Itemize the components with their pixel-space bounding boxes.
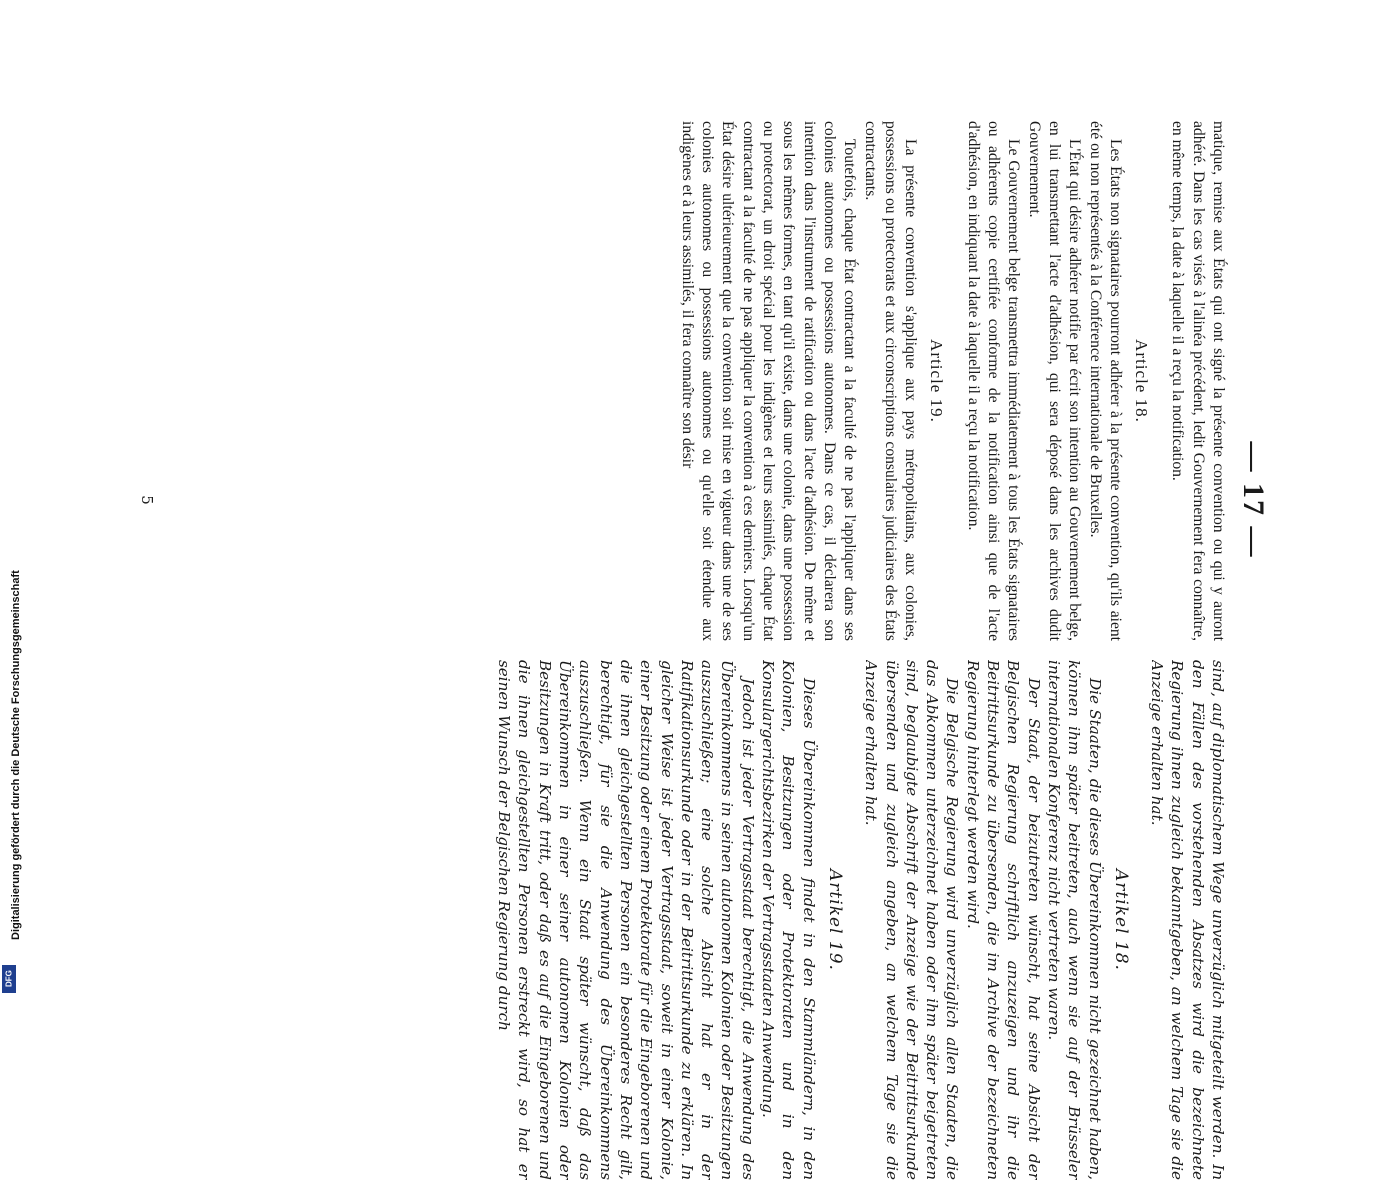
fr-article-18-title: Article 18. <box>1132 339 1152 423</box>
de-article-18-title: Artikel 18. <box>1110 869 1131 971</box>
fr-art19-paragraph-2: Toutefois, chaque État contractant a la faculté de ne pas l'appliquer dans ses colonies autonomes ou possessions autonomes. Dans ce cas, il déclarera son intention dans l'instrument de ratification ou dans l'acte d'adhésion. De même et sous les mêmes formes, en tant qu'il existe, dans une colonie, dans une possession ou protectorat, un droit spécial pour les indigènes et leurs assimilés, chaque État contractant a la faculté de ne pas appliquer la convention à ces derniers. Lorsqu'un État désire ultérieurement que la convention soit mise en vigueur dans une de ses colonies autonomes ou possessions autonomes ou qu'elle soit étendue aux indigènes et à leurs assimilés, il fera connaître son désir <box>678 121 859 641</box>
de-paragraph-continued: sind, auf diplomatischem Wege unverzüglich mitgeteilt werden. In den Fällen des vorstehenden Absatzes wird die bezeichnete Regierung ihnen zugleich bekanntgeben, an welchem Tage sie die Anzeige erhalten hat. <box>1148 660 1227 1180</box>
de-art18-paragraph-1: Die Staaten, die dieses Übereinkommen nicht gezeichnet haben, können ihm später beitreten, auch wenn sie auf der Brüsseler internationalen Konferenz nicht vertreten waren. <box>1044 660 1104 1180</box>
sheet-signature-mark: 5 <box>138 495 156 505</box>
french-column <box>198 121 1228 641</box>
german-column <box>198 660 1228 1180</box>
fr-art18-paragraph-3: Le Gouvernement belge transmettra immédiatement à tous les États signataires ou adhérents copie certifiée conforme de la notification ainsi que de l'acte d'adhésion, en indiquant la date à laquelle il a reçu la notification. <box>964 121 1023 641</box>
de-article-19-title: Artikel 19. <box>824 869 845 971</box>
fr-paragraph-continued: matique, remise aux États qui ont signé la présente convention ou qui y auront adhéré. Dans les cas visés à l'alinéa précédent, ledit Gouvernement fera connaître, en même temps, la date à laquelle il a reçu la notification. <box>1169 121 1227 641</box>
de-art19-paragraph-1: Dieses Übereinkommen findet in den Stammländern, in den Kolonien, Besitzungen oder Protektoraten und in den Konsulargerichtsbezirken der Vertragsstaaten Anwendung. <box>759 660 818 1180</box>
sidebar-credit <box>0 0 20 1000</box>
dfg-logo-icon: DFG <box>2 965 16 993</box>
de-art18-paragraph-2: Der Staat, der beizutreten wünscht, hat seine Absicht der Belgischen Regierung schriftlich anzuzeigen und ihr die Beitrittsurkunde zu übersenden, die im Archive der bezeichneten Regierung hinterlegt werden wird. <box>963 660 1043 1180</box>
document-page <box>138 121 1270 1180</box>
digitization-credit: Digitalisierung gefördert durch die Deutsche Forschungsgemeinschaft <box>10 570 22 940</box>
page-number-header: — 17 — <box>1237 441 1270 559</box>
fr-art19-paragraph-1: La présente convention s'applique aux pays métropolitains, aux colonies, possessions ou protectorats et aux circonscriptions consulaires judiciaires des États contractants. <box>861 121 920 641</box>
fr-art18-paragraph-1: Les États non signataires pourront adhérer à la présente convention, qu'ils aient été ou non représentés à la Conférence internationale de Bruxelles. <box>1086 121 1124 641</box>
de-art18-paragraph-3: Die Belgische Regierung wird unverzüglich allen Staaten, die das Abkommen unterzeichnet haben oder ihm später beigetreten sind, beglaubigte Abschrift der Anzeige wie der Beitrittsurkunde übersenden und zugleich angeben, an welchem Tage sie die Anzeige erhalten hat. <box>862 660 962 1180</box>
de-art19-paragraph-2: Jedoch ist jeder Vertragsstaat berechtigt, die Anwendung des Übereinkommens in seinen autonomen Kolonien oder Besitzungen auszuschließen; eine solche Absicht hat er in der Ratifikationsurkunde oder in der Beitrittsurkunde zu erklären. In gleicher Weise ist jeder Vertragsstaat, soweit in einer Kolonie, einer Besitzung oder einem Protektorate für die Eingeborenen und die ihnen gleichgestellten Personen ein besonderes Recht gilt, berechtigt, für sie die Anwendung des Übereinkommens auszuschließen. Wenn ein Staat später wünscht, daß das Übereinkommen in einer seiner autonomen Kolonien oder Besitzungen in Kraft tritt, oder daß es auf die Eingeborenen und die ihnen gleichgestellten Personen erstreckt wird, so hat er seinen Wunsch der Belgischen Regierung durch <box>495 660 757 1180</box>
fr-article-19-title: Article 19. <box>927 339 947 423</box>
fr-art18-paragraph-2: L'État qui désire adhérer notifie par écrit son intention au Gouvernement belge, en lui transmettant l'acte d'adhésion, qui sera déposé dans les archives dudit Gouvernement. <box>1025 121 1084 641</box>
